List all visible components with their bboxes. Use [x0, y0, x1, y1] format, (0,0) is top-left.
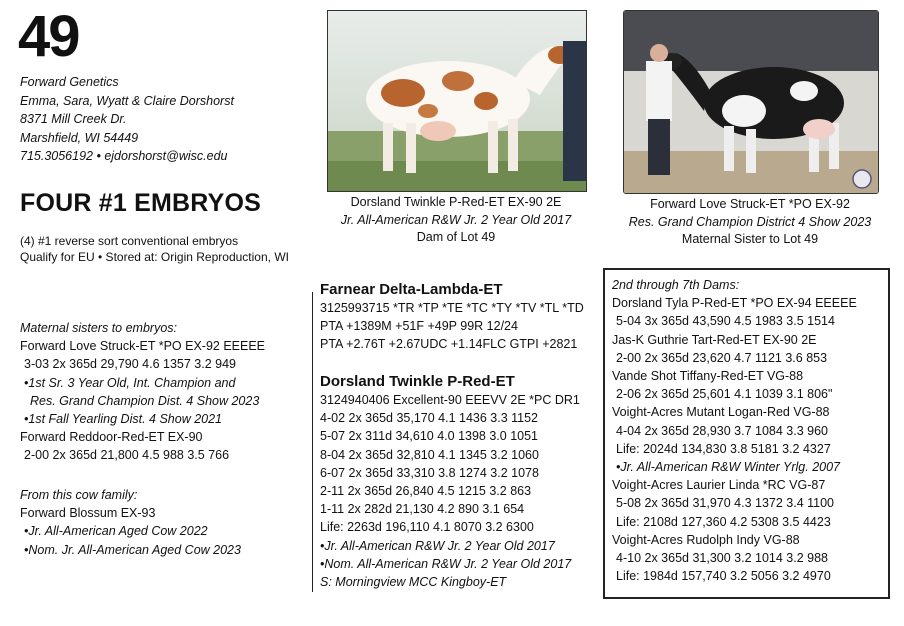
sire-section	[320, 280, 584, 354]
sister-photo	[623, 10, 879, 194]
pedigree-line: Forward Blossum EX-93	[20, 506, 156, 521]
pedigree-line: 5-04 3x 365d 43,590 4.5 1983 3.5 1514	[616, 314, 835, 329]
dams-box-content	[612, 276, 857, 585]
maternal-sisters-lines	[20, 337, 265, 464]
consignor-owners: Emma, Sara, Wyatt & Claire Dorshorst	[20, 93, 234, 108]
dam-photo-caption	[327, 194, 585, 247]
sister-photo-relation: Maternal Sister to Lot 49	[681, 232, 819, 246]
pedigree-line: 5-08 2x 365d 31,970 4.3 1372 3.4 1100	[616, 496, 835, 511]
consignor-farm: Forward Genetics	[20, 75, 119, 89]
dam-photo-relation: Dam of Lot 49	[416, 230, 496, 244]
sire-line-2: PTA +1389M +51F +49P 99R 12/24	[320, 319, 518, 334]
sister-photo-award: Res. Grand Champion District 4 Show 2023	[628, 214, 872, 229]
offering-title: FOUR #1 EMBRYOS	[20, 189, 262, 217]
pedigree-line: 4-10 2x 365d 31,300 3.2 1014 3.2 988	[616, 551, 828, 566]
dam-photo-award: Jr. All-American R&W Jr. 2 Year Old 2017	[340, 212, 572, 227]
cow-family-lines	[20, 504, 241, 559]
maternal-sisters-heading: Maternal sisters to embryos:	[20, 321, 177, 335]
dam-note: •Nom. All-American R&W Jr. 2 Year Old 2017	[320, 556, 572, 571]
pedigree-line: 2-06 2x 365d 25,601 4.1 1039 3.1 806"	[616, 387, 833, 402]
sire-line-1: 3125993715 *TR *TP *TE *TC *TY *TV *TL *TD	[320, 301, 584, 315]
sire-line-3: PTA +2.76T +2.67UDC +1.14FLC GTPI +2821	[320, 337, 578, 352]
sister-photo-name: Forward Love Struck-ET *PO EX-92	[650, 197, 850, 211]
lot-number: 49	[18, 4, 79, 69]
sister-photo-caption	[615, 196, 885, 249]
column-divider	[312, 292, 313, 592]
dam-name: Dorsland Twinkle P-Red-ET	[320, 373, 515, 390]
offering-line-2: Qualify for EU • Stored at: Origin Reproduction, WI	[20, 250, 289, 264]
consignor-contact: 715.3056192 • ejdorshorst@wisc.edu	[20, 149, 228, 163]
dam-records	[320, 409, 580, 536]
pedigree-line: 2-00 2x 365d 23,620 4.7 1121 3.6 853	[616, 350, 828, 365]
pedigree-line: •Jr. All-American Aged Cow 2022	[24, 524, 208, 539]
pedigree-line: Forward Reddoor-Red-ET EX-90	[20, 430, 203, 445]
pedigree-line: Voight-Acres Mutant Logan-Red VG-88	[612, 405, 830, 420]
production-record: 5-07 2x 311d 34,610 4.0 1398 3.0 1051	[320, 429, 539, 444]
pedigree-line: Voight-Acres Laurier Linda *RC VG-87	[612, 478, 826, 493]
pedigree-line: •1st Sr. 3 Year Old, Int. Champion and	[24, 375, 236, 390]
cow-family-heading: From this cow family:	[20, 488, 138, 502]
dams-box-lines	[612, 294, 857, 585]
production-record: 6-07 2x 365d 33,310 3.8 1274 3.2 1078	[320, 465, 539, 480]
offering-line-1: (4) #1 reverse sort conventional embryos	[20, 234, 239, 248]
pedigree-line: Res. Grand Champion Dist. 4 Show 2023	[30, 393, 260, 408]
pedigree-line: Voight-Acres Rudolph Indy VG-88	[612, 532, 800, 547]
dam-notes	[320, 537, 580, 592]
pedigree-line: Life: 2108d 127,360 4.2 5308 3.5 4423	[616, 514, 831, 529]
production-record: 4-02 2x 365d 35,170 4.1 1436 3.3 1152	[320, 411, 539, 426]
production-record: 8-04 2x 365d 32,810 4.1 1345 3.2 1060	[320, 447, 539, 462]
pedigree-line: 2-00 2x 365d 21,800 4.5 988 3.5 766	[24, 448, 230, 463]
dam-section	[320, 372, 580, 591]
dam-note: S: Morningview MCC Kingboy-ET	[320, 575, 507, 590]
pedigree-line: Vande Shot Tiffany-Red-ET VG-88	[612, 369, 804, 384]
pedigree-line: •Jr. All-American R&W Winter Yrlg. 2007	[616, 460, 840, 475]
offering-description	[20, 233, 289, 265]
dam-photo-name: Dorsland Twinkle P-Red-ET EX-90 2E	[350, 195, 562, 209]
consignor-address: 8371 Mill Creek Dr.	[20, 112, 127, 126]
production-record: Life: 2263d 196,110 4.1 8070 3.2 6300	[320, 520, 534, 535]
pedigree-line: 4-04 2x 365d 28,930 3.7 1084 3.3 960	[616, 423, 828, 438]
maternal-sisters-section	[20, 319, 265, 465]
sire-name: Farnear Delta-Lambda-ET	[320, 281, 503, 298]
consignor-block	[20, 73, 234, 166]
pedigree-line: Life: 1984d 157,740 3.2 5056 3.2 4970	[616, 569, 831, 584]
production-record: 2-11 2x 365d 26,840 4.5 1215 3.2 863	[320, 484, 532, 499]
pedigree-line: Jas-K Guthrie Tart-Red-ET EX-90 2E	[612, 332, 817, 347]
dam-id-line: 3124940406 Excellent-90 EEEVV 2E *PC DR1	[320, 393, 580, 407]
pedigree-line: Life: 2024d 134,830 3.8 5181 3.2 4327	[616, 441, 831, 456]
pedigree-line: •Nom. Jr. All-American Aged Cow 2023	[24, 542, 241, 557]
consignor-city: Marshfield, WI 54449	[20, 130, 139, 145]
pedigree-line: Dorsland Tyla P-Red-ET *PO EX-94 EEEEE	[612, 296, 857, 311]
cow-family-section	[20, 486, 241, 559]
pedigree-line: Forward Love Struck-ET *PO EX-92 EEEEE	[20, 339, 266, 354]
black-white-cow-image	[624, 11, 878, 193]
dam-photo	[327, 10, 587, 192]
dam-note: •Jr. All-American R&W Jr. 2 Year Old 2017	[320, 538, 555, 553]
pedigree-line: •1st Fall Yearling Dist. 4 Show 2021	[24, 412, 223, 427]
dams-box-heading: 2nd through 7th Dams:	[612, 278, 740, 292]
pedigree-line: 3-03 2x 365d 29,790 4.6 1357 3.2 949	[24, 357, 236, 372]
red-white-cow-image	[328, 11, 586, 191]
production-record: 1-11 2x 282d 21,130 4.2 890 3.1 654	[320, 502, 525, 517]
